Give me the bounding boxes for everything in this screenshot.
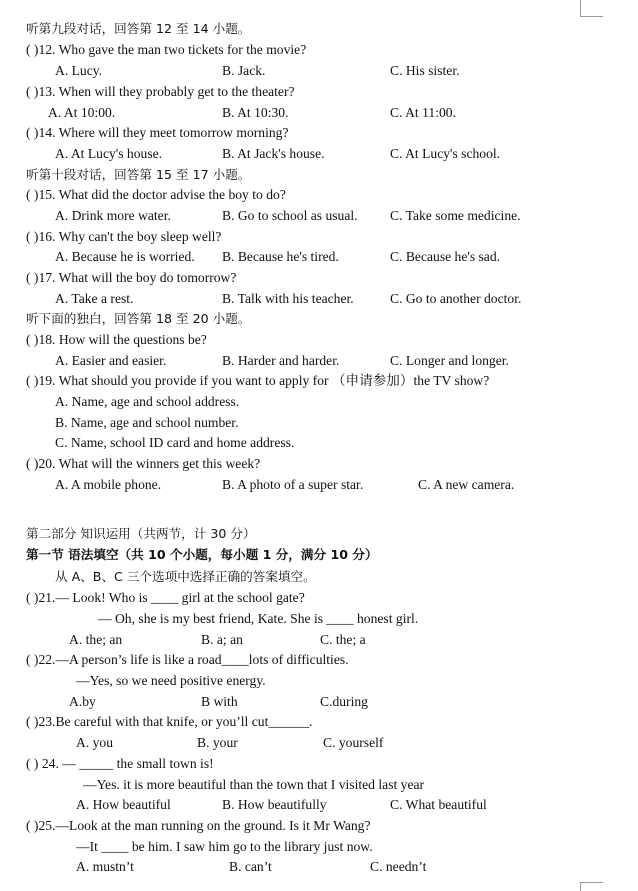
question-23: ( )23.Be careful with that knife, or you’ll cut______. [26,714,313,729]
option-b: B. Go to school as usual. [222,208,358,223]
option-b: B. Harder and harder. [222,353,340,368]
question-15: ( )15. What did the doctor advise the boy to do? [26,187,286,202]
question-21: ( )21.— Look! Who is ____ girl at the school gate? [26,590,305,605]
option-b: B. How beautifully [222,797,327,812]
option-c: C. His sister. [390,63,460,78]
option-b: B. can’t [229,859,272,874]
option-a: A. you [76,735,114,750]
option-a: A. Lucy. [55,63,103,78]
option-a: A. Name, age and school address. [55,394,240,409]
option-b: B. a; an [201,632,243,647]
question-19: ( )19. What should you provide if you want to apply for （申请参加）the TV show? [26,373,490,388]
option-c: C. the; a [320,632,366,647]
question-25: ( )25.—Look at the man running on the ground. Is it Mr Wang? [26,818,371,833]
option-c: C. Longer and longer. [390,353,509,368]
option-b: B. A photo of a super star. [222,477,364,492]
option-c: C. needn’t [370,859,427,874]
option-c: C. Take some medicine. [390,208,521,223]
option-a: A.by [69,694,96,709]
instructions: 从 A、B、C 三个选项中选择正确的答案填空。 [55,569,316,584]
option-c: C. yourself [323,735,384,750]
option-a: A. A mobile phone. [55,477,162,492]
question-22: ( )22.—A person’s life is like a road____lots of difficulties. [26,652,349,667]
question-18: ( )18. How will the questions be? [26,332,207,347]
option-c: C. Because he's sad. [390,249,501,264]
option-c: C. At Lucy's school. [390,146,501,161]
option-b: B. At 10:30. [222,105,289,120]
option-b: B. Jack. [222,63,266,78]
part-heading: 第二部分 知识运用（共两节，计 30 分） [26,526,256,541]
option-c: C.during [320,694,368,709]
option-b: B. At Jack's house. [222,146,325,161]
option-b: B. your [197,735,238,750]
dialogue-reply: —It ____ be him. I saw him go to the library just now. [76,839,373,854]
option-a: A. At Lucy's house. [55,146,163,161]
option-c: C. A new camera. [418,477,515,492]
option-a: A. How beautiful [76,797,171,812]
dialogue-reply: —Yes. it is more beautiful than the town that I visited last year [83,777,425,792]
option-a: A. mustn’t [76,859,134,874]
question-16: ( )16. Why can't the boy sleep well? [26,229,222,244]
option-a: A. At 10:00. [48,105,116,120]
question-24: ( ) 24. — _____ the small town is! [26,756,214,771]
option-b: B. Talk with his teacher. [222,291,354,306]
option-c: C. At 11:00. [390,105,456,120]
question-14: ( )14. Where will they meet tomorrow morning? [26,125,289,140]
option-b: B. Name, age and school number. [55,415,239,430]
option-a: A. Because he is worried. [55,249,195,264]
option-c: C. What beautiful [390,797,487,812]
option-b: B. Because he's tired. [222,249,339,264]
section-heading: 听第九段对话，回答第 12 至 14 小题。 [26,21,251,36]
option-c: C. Name, school ID card and home address. [55,435,295,450]
option-c: C. Go to another doctor. [390,291,522,306]
option-a: A. the; an [69,632,123,647]
question-20: ( )20. What will the winners get this week? [26,456,261,471]
option-b: B with [201,694,238,709]
option-a: A. Easier and easier. [55,353,167,368]
section-heading: 听下面的独白，回答第 18 至 20 小题。 [26,311,251,326]
section-heading: 听第十段对话，回答第 15 至 17 小题。 [26,167,251,182]
dialogue-reply: — Oh, she is my best friend, Kate. She is ____ honest girl. [98,611,419,626]
dialogue-reply: —Yes, so we need positive energy. [76,673,266,688]
corner-mark-top [580,0,603,17]
question-17: ( )17. What will the boy do tomorrow? [26,270,237,285]
question-13: ( )13. When will they probably get to the theater? [26,84,295,99]
option-a: A. Drink more water. [55,208,171,223]
question-12: ( )12. Who gave the man two tickets for the movie? [26,42,307,57]
subsection-heading: 第一节 语法填空（共 10 个小题，每小题 1 分，满分 10 分） [26,547,378,562]
option-a: A. Take a rest. [55,291,134,306]
